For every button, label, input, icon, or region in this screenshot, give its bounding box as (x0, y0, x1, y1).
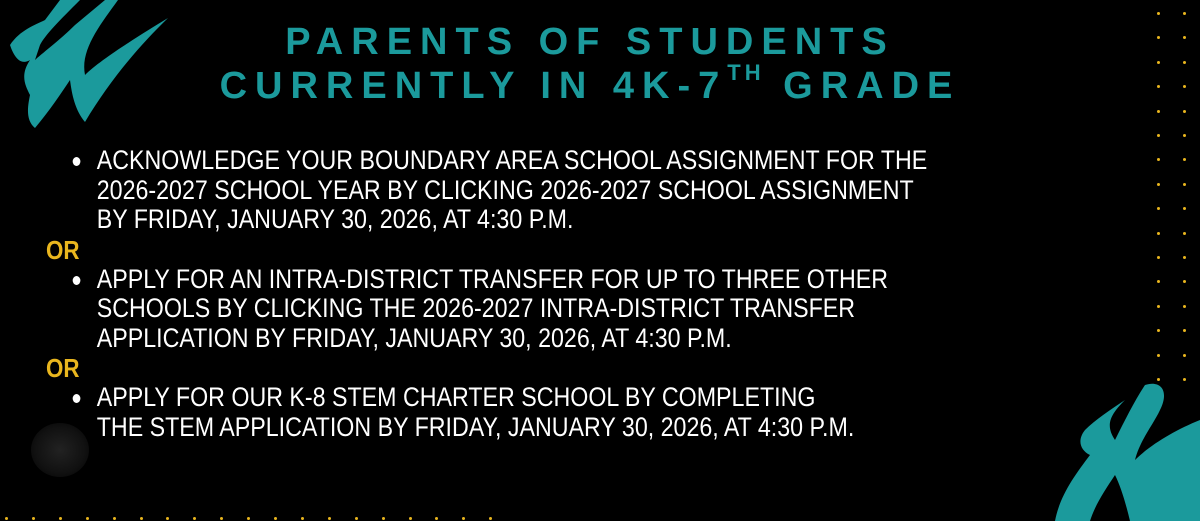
dot (1183, 256, 1186, 259)
dot (435, 517, 438, 520)
dot (462, 517, 465, 520)
dot (59, 517, 62, 520)
dot (113, 517, 116, 520)
dot (1157, 354, 1160, 357)
dot (140, 517, 143, 520)
dot (1183, 85, 1186, 88)
title-line-1: PARENTS OF STUDENTS (285, 21, 895, 63)
dot (193, 517, 196, 520)
dot (1157, 256, 1160, 259)
option-school-assignment (46, 146, 1078, 235)
item-line: ACKNOWLEDGE YOUR BOUNDARY AREA SCHOOL ASSIGNMENT FOR THE (96, 145, 928, 175)
dot (1183, 134, 1186, 137)
dot (1183, 12, 1186, 15)
title-superscript: TH (727, 60, 765, 85)
dot (1157, 158, 1160, 161)
dot (1183, 232, 1186, 235)
dot (32, 517, 35, 520)
item-line: SCHOOLS BY CLICKING THE 2026-2027 INTRA-DISTRICT TRANSFER (96, 293, 856, 323)
dot (1157, 305, 1160, 308)
dot (1183, 36, 1186, 39)
item-line: APPLY FOR AN INTRA-DISTRICT TRANSFER FOR UP TO THREE OTHER (96, 263, 889, 294)
dot (1157, 134, 1160, 137)
item-line: APPLY FOR OUR K-8 STEM CHARTER SCHOOL BY COMPLETING (96, 382, 816, 412)
dot (1157, 232, 1160, 235)
option-intra-district-transfer (46, 265, 1078, 354)
dot (166, 517, 169, 520)
dot (1157, 378, 1160, 381)
dot (1183, 329, 1186, 332)
dot (1183, 61, 1186, 64)
or-separator: OR (46, 234, 80, 265)
dot (1157, 12, 1160, 15)
item-line: APPLICATION BY FRIDAY, JANUARY 30, 2026, AT 4:30 P.M. (96, 322, 732, 353)
dot (355, 517, 358, 520)
dot (328, 517, 331, 520)
dot (1183, 158, 1186, 161)
dot (1157, 207, 1160, 210)
dot (1157, 110, 1160, 113)
dot (1183, 110, 1186, 113)
item-line: BY FRIDAY, JANUARY 30, 2026, AT 4:30 P.M. (96, 204, 574, 234)
dot (1183, 378, 1186, 381)
item-line: 2026-2027 SCHOOL YEAR BY CLICKING 2026-2027 SCHOOL ASSIGNMENT (96, 174, 914, 205)
dot (489, 517, 492, 520)
dot (1157, 280, 1160, 283)
dot (86, 517, 89, 520)
dot (382, 517, 385, 520)
dot (1157, 329, 1160, 332)
dot (5, 517, 8, 520)
page-title (0, 20, 1180, 108)
title-line-2-text: CURRENTLY IN 4K-7 (219, 65, 728, 107)
options-list (46, 146, 1078, 442)
dot (274, 517, 277, 520)
option-stem-charter (46, 383, 1078, 442)
dot (301, 517, 304, 520)
dot (1183, 354, 1186, 357)
title-line-2-end: GRADE (764, 65, 961, 107)
dot (409, 517, 412, 520)
title-line-2 (0, 60, 1180, 108)
or-separator: OR (46, 353, 80, 383)
dot (1157, 183, 1160, 186)
dot (1183, 207, 1186, 210)
dot (1183, 305, 1186, 308)
item-line: THE STEM APPLICATION BY FRIDAY, JANUARY 30, 2026, AT 4:30 P.M. (96, 411, 855, 442)
dot (247, 517, 250, 520)
dot (220, 517, 223, 520)
dot (1183, 280, 1186, 283)
dot (1183, 183, 1186, 186)
